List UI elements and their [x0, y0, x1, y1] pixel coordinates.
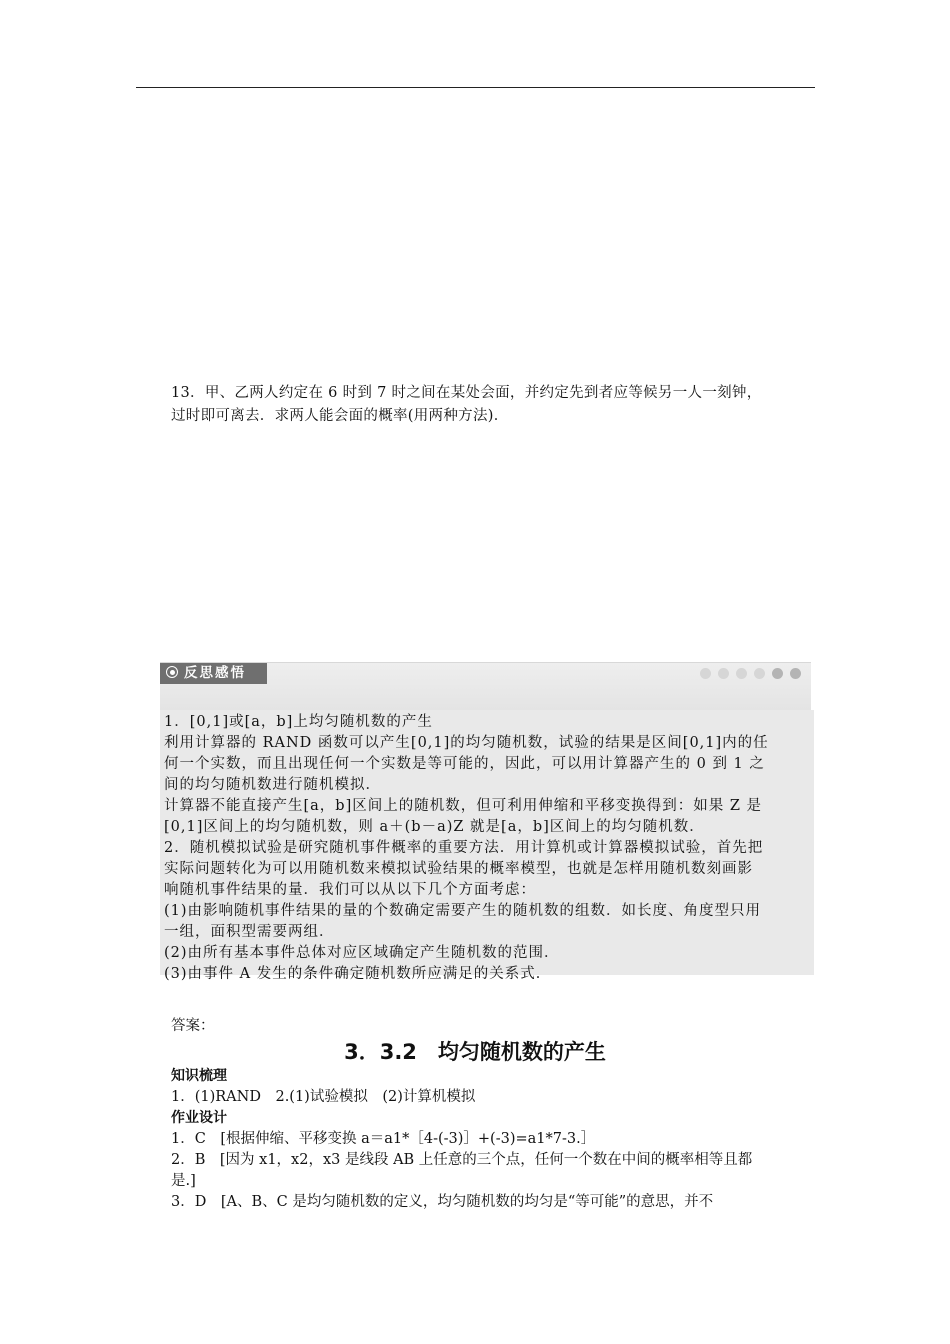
dot-icon — [754, 668, 765, 679]
question-13-line-2: 过时即可离去．求两人能会面的概率(用两种方法)． — [171, 408, 509, 424]
dot-icon — [718, 668, 729, 679]
reflection-text: 响随机事件结果的量．我们可以从以下几个方面考虑： — [164, 882, 536, 898]
dot-icon — [736, 668, 747, 679]
answers-block — [171, 1066, 813, 1213]
reflection-text: 一组，面积型需要两组． — [164, 924, 335, 940]
header-rule — [136, 87, 815, 88]
reflection-item-1: (1)由影响随机事件结果的量的个数确定需要产生的随机数的组数．如长度、角度型只用 — [164, 903, 762, 919]
question-13-line-1: 13．甲、乙两人约定在 6 时到 7 时之间在某处会面，并约定先到者应等候另一人一刻钟， — [171, 385, 762, 401]
reflection-text: 实际问题转化为可以用随机数来模拟试验结果的概率模型，也就是怎样用随机数刻画影 — [164, 861, 753, 877]
answer-3: 3．D [A、B、C 是均匀随机数的定义，均匀随机数的均匀是“等可能”的意思，并不 — [171, 1194, 714, 1210]
knowledge-summary-heading: 知识梳理 — [171, 1068, 227, 1084]
reflection-item-2: (2)由所有基本事件总体对应区域确定产生随机数的范围． — [164, 945, 560, 961]
decorative-dots — [700, 668, 801, 679]
homework-heading: 作业设计 — [171, 1110, 227, 1126]
reflection-text: 计算器不能直接产生[a，b]区间上的随机数，但可利用伸缩和平移变换得到：如果 Z 是 — [164, 798, 763, 814]
reflection-point-2: 2．随机模拟试验是研究随机事件概率的重要方法．用计算机或计算器模拟试验，首先把 — [164, 840, 764, 856]
answer-line: 1．(1)RAND 2.(1)试验模拟 (2)计算机模拟 — [171, 1089, 476, 1105]
reflection-text: [0,1]区间上的均匀随机数，则 a＋(b－a)Z 就是[a，b]区间上的均匀随机数． — [164, 819, 705, 835]
reflection-tab — [160, 663, 267, 684]
target-circle-icon — [166, 666, 178, 678]
question-13 — [171, 382, 811, 428]
dot-icon — [772, 668, 783, 679]
reflection-header-bar — [160, 662, 811, 711]
answer-2-continued: 是.] — [171, 1173, 196, 1189]
answer-label: 答案： — [171, 1018, 215, 1034]
dot-icon — [790, 668, 801, 679]
reflection-tab-title: 反思感悟 — [184, 665, 246, 681]
reflection-point-1-title: 1．[0,1]或[a，b]上均匀随机数的产生 — [164, 714, 433, 730]
reflection-item-3: (3)由事件 A 发生的条件确定随机数所应满足的关系式． — [164, 966, 552, 982]
answer-1: 1．C [根据伸缩、平移变换 a＝a1*［4-(-3)］+(-3)=a1*7-3.］ — [171, 1131, 596, 1147]
reflection-text: 间的均匀随机数进行随机模拟． — [164, 777, 381, 793]
answer-2: 2．B [因为 x1，x2，x3 是线段 AB 上任意的三个点，任何一个数在中间的概率相等且都 — [171, 1152, 753, 1168]
reflection-content — [160, 710, 814, 982]
reflection-text: 何一个实数，而且出现任何一个实数是等可能的，因此，可以用计算器产生的 0 到 1 之 — [164, 756, 765, 772]
dot-icon — [700, 668, 711, 679]
section-title: 3．3.2 均匀随机数的产生 — [344, 1040, 606, 1064]
reflection-text: 利用计算器的 RAND 函数可以产生[0,1]的均匀随机数，试验的结果是区间[0,1]内的任 — [164, 735, 769, 751]
